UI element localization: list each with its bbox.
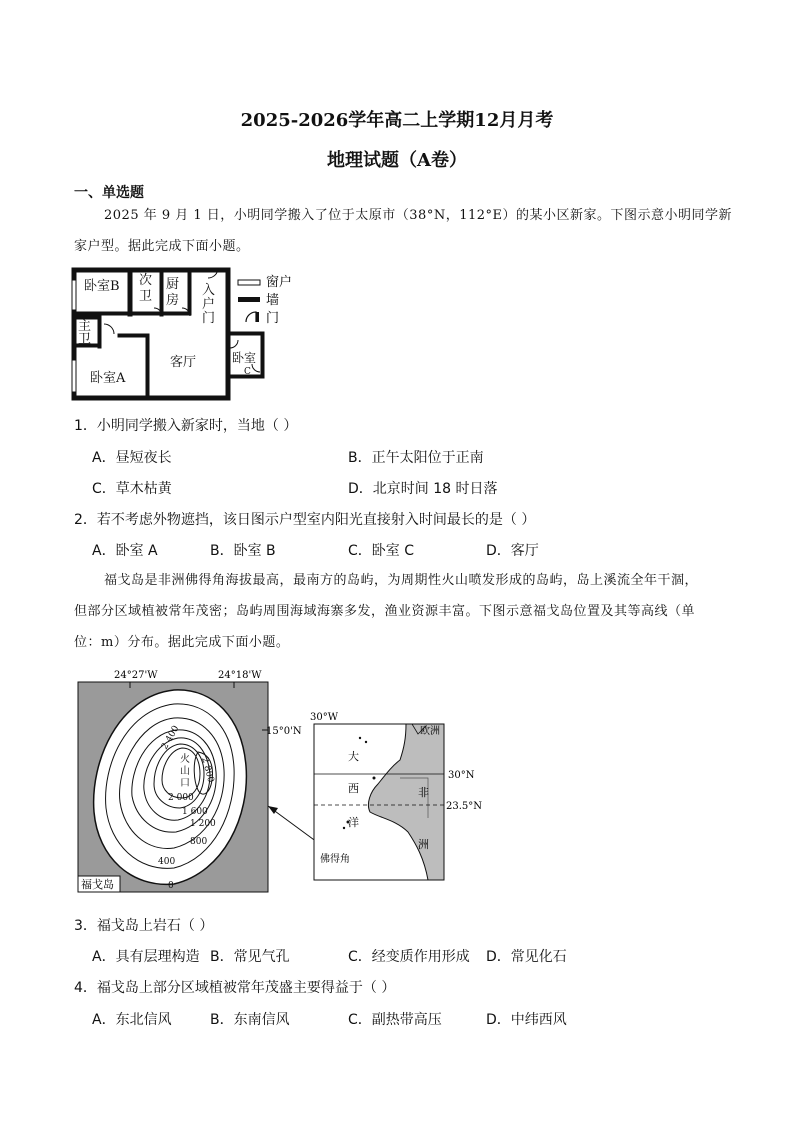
question-4-option-d[interactable]: D．中纬西风 bbox=[486, 1012, 567, 1028]
question-3-option-a[interactable]: A．具有层理构造 bbox=[92, 949, 200, 965]
inset-europe: 欧洲 bbox=[420, 726, 440, 737]
legend-window-swatch bbox=[238, 280, 260, 285]
room-bedroom-b: 卧室B bbox=[84, 279, 120, 294]
inset-lat-30: 30°N bbox=[448, 770, 475, 781]
volcano-label-3: 口 bbox=[180, 778, 190, 789]
room-kitchen-1: 厨 bbox=[166, 277, 180, 292]
room-kitchen-2: 房 bbox=[166, 293, 180, 308]
room-bedroom-c: 卧室 bbox=[232, 351, 257, 365]
room-second-bath-2: 卫 bbox=[139, 289, 153, 304]
legend-wall-label: 墙 bbox=[266, 293, 280, 308]
question-1-option-b[interactable]: B．正午太阳位于正南 bbox=[348, 450, 484, 466]
volcano-label-1: 火 bbox=[180, 754, 190, 765]
exam-title: 2025-2026学年高二上学期12月月考 bbox=[240, 110, 554, 131]
intro-line-1: 2025 年 9 月 1 日，小明同学搬入了位于太原市（38°N，112°E）的某小区新家。下图示意小明同学新 bbox=[104, 208, 733, 223]
question-2-option-c[interactable]: C．卧室 C bbox=[348, 543, 415, 559]
room-entry-1: 入 bbox=[202, 283, 216, 298]
passage2-line-3: 位：m）分布。据此完成下面小题。 bbox=[74, 635, 290, 650]
room-bedroom-a: 卧室A bbox=[90, 371, 126, 386]
contour-label-2800: 2 800 bbox=[199, 756, 216, 784]
volcano-label-2: 山 bbox=[180, 766, 190, 777]
room-bedroom-c-letter: C bbox=[244, 367, 251, 377]
question-1-option-a[interactable]: A．昼短夜长 bbox=[92, 450, 172, 466]
room-master-bath-2: 卫 bbox=[78, 332, 92, 347]
contour-label-800: 800 bbox=[190, 837, 208, 847]
legend-door-swatch bbox=[246, 312, 256, 322]
contour-label-1200: 1 200 bbox=[190, 819, 216, 829]
inset-ocean-3: 洋 bbox=[348, 816, 359, 829]
inset-map-figure bbox=[308, 708, 488, 884]
room-entry-3: 门 bbox=[202, 311, 216, 326]
section-heading: 一、单选题 bbox=[74, 185, 144, 201]
legend-door-label: 门 bbox=[266, 311, 280, 326]
question-2-option-a[interactable]: A．卧室 A bbox=[92, 543, 158, 559]
legend-wall-swatch bbox=[238, 297, 260, 302]
contour-label-1600: 1 600 bbox=[182, 807, 208, 817]
floorplan-figure bbox=[68, 264, 308, 410]
question-4-option-b[interactable]: B．东南信风 bbox=[210, 1012, 290, 1028]
contour-label-2000: 2 000 bbox=[168, 793, 194, 803]
room-master-bath-1: 主 bbox=[78, 319, 92, 334]
question-4-stem: 4．福戈岛上部分区域植被常年茂盛主要得益于（ ） bbox=[74, 980, 396, 996]
island-name-label: 福戈岛 bbox=[81, 878, 114, 891]
inset-lon: 30°W bbox=[310, 712, 339, 723]
contour-label-0: 0 bbox=[168, 881, 174, 891]
question-1-option-c[interactable]: C．草木枯黄 bbox=[92, 481, 172, 497]
question-1-option-d[interactable]: D．北京时间 18 时日落 bbox=[348, 481, 498, 497]
intro-line-2: 家户型。据此完成下面小题。 bbox=[74, 239, 250, 254]
island-lon-left: 24°27'W bbox=[114, 670, 158, 681]
question-4-option-c[interactable]: C．副热带高压 bbox=[348, 1012, 442, 1028]
contour-label-2400: 2 400 bbox=[159, 724, 182, 752]
question-2-stem: 2．若不考虑外物遮挡，该日图示户型室内阳光直接射入时间最长的是（ ） bbox=[74, 512, 536, 528]
inset-ocean-2: 西 bbox=[348, 782, 359, 795]
room-entry-2: 户 bbox=[202, 297, 216, 312]
floorplan-legend bbox=[238, 274, 292, 326]
window bbox=[72, 280, 76, 310]
wall bbox=[72, 396, 230, 400]
passage2-line-2: 但部分区域植被常年茂密；岛屿周围海域海寨多发，渔业资源丰富。下图示意福戈岛位置及其等高线（单 bbox=[74, 604, 696, 619]
exam-subtitle: 地理试题（A卷） bbox=[327, 150, 467, 171]
question-2-option-b[interactable]: B．卧室 B bbox=[210, 543, 276, 559]
wall bbox=[72, 268, 230, 272]
inset-ocean-1: 大 bbox=[348, 750, 359, 763]
question-3-stem: 3．福戈岛上岩石（ ） bbox=[74, 918, 214, 934]
room-second-bath-1: 次 bbox=[139, 273, 153, 288]
island-lat: 15°0'N bbox=[266, 726, 302, 737]
legend-window-label: 窗户 bbox=[266, 275, 293, 290]
inset-lat-235: 23.5°N bbox=[446, 801, 483, 812]
contour-label-400: 400 bbox=[158, 857, 176, 867]
wall bbox=[226, 268, 230, 328]
inset-cape-verde: 佛得角 bbox=[320, 854, 350, 865]
room-living: 客厅 bbox=[170, 355, 197, 370]
question-2-option-d[interactable]: D．客厅 bbox=[486, 543, 539, 559]
inset-africa-2: 洲 bbox=[418, 838, 429, 851]
inset-africa-1: 非 bbox=[418, 786, 429, 799]
question-1-stem: 1．小明同学搬入新家时，当地（ ） bbox=[74, 418, 298, 434]
passage2-line-1: 福戈岛是非洲佛得角海拔最高，最南方的岛屿，为周期性火山喷发形成的岛屿，岛上溪流全年干涸， bbox=[104, 573, 699, 588]
question-3-option-c[interactable]: C．经变质作用形成 bbox=[348, 949, 470, 965]
question-3-option-d[interactable]: D．常见化石 bbox=[486, 949, 567, 965]
question-4-option-a[interactable]: A．东北信风 bbox=[92, 1012, 172, 1028]
window bbox=[72, 360, 76, 392]
island-lon-right: 24°18'W bbox=[218, 670, 262, 681]
question-3-option-b[interactable]: B．常见气孔 bbox=[210, 949, 290, 965]
